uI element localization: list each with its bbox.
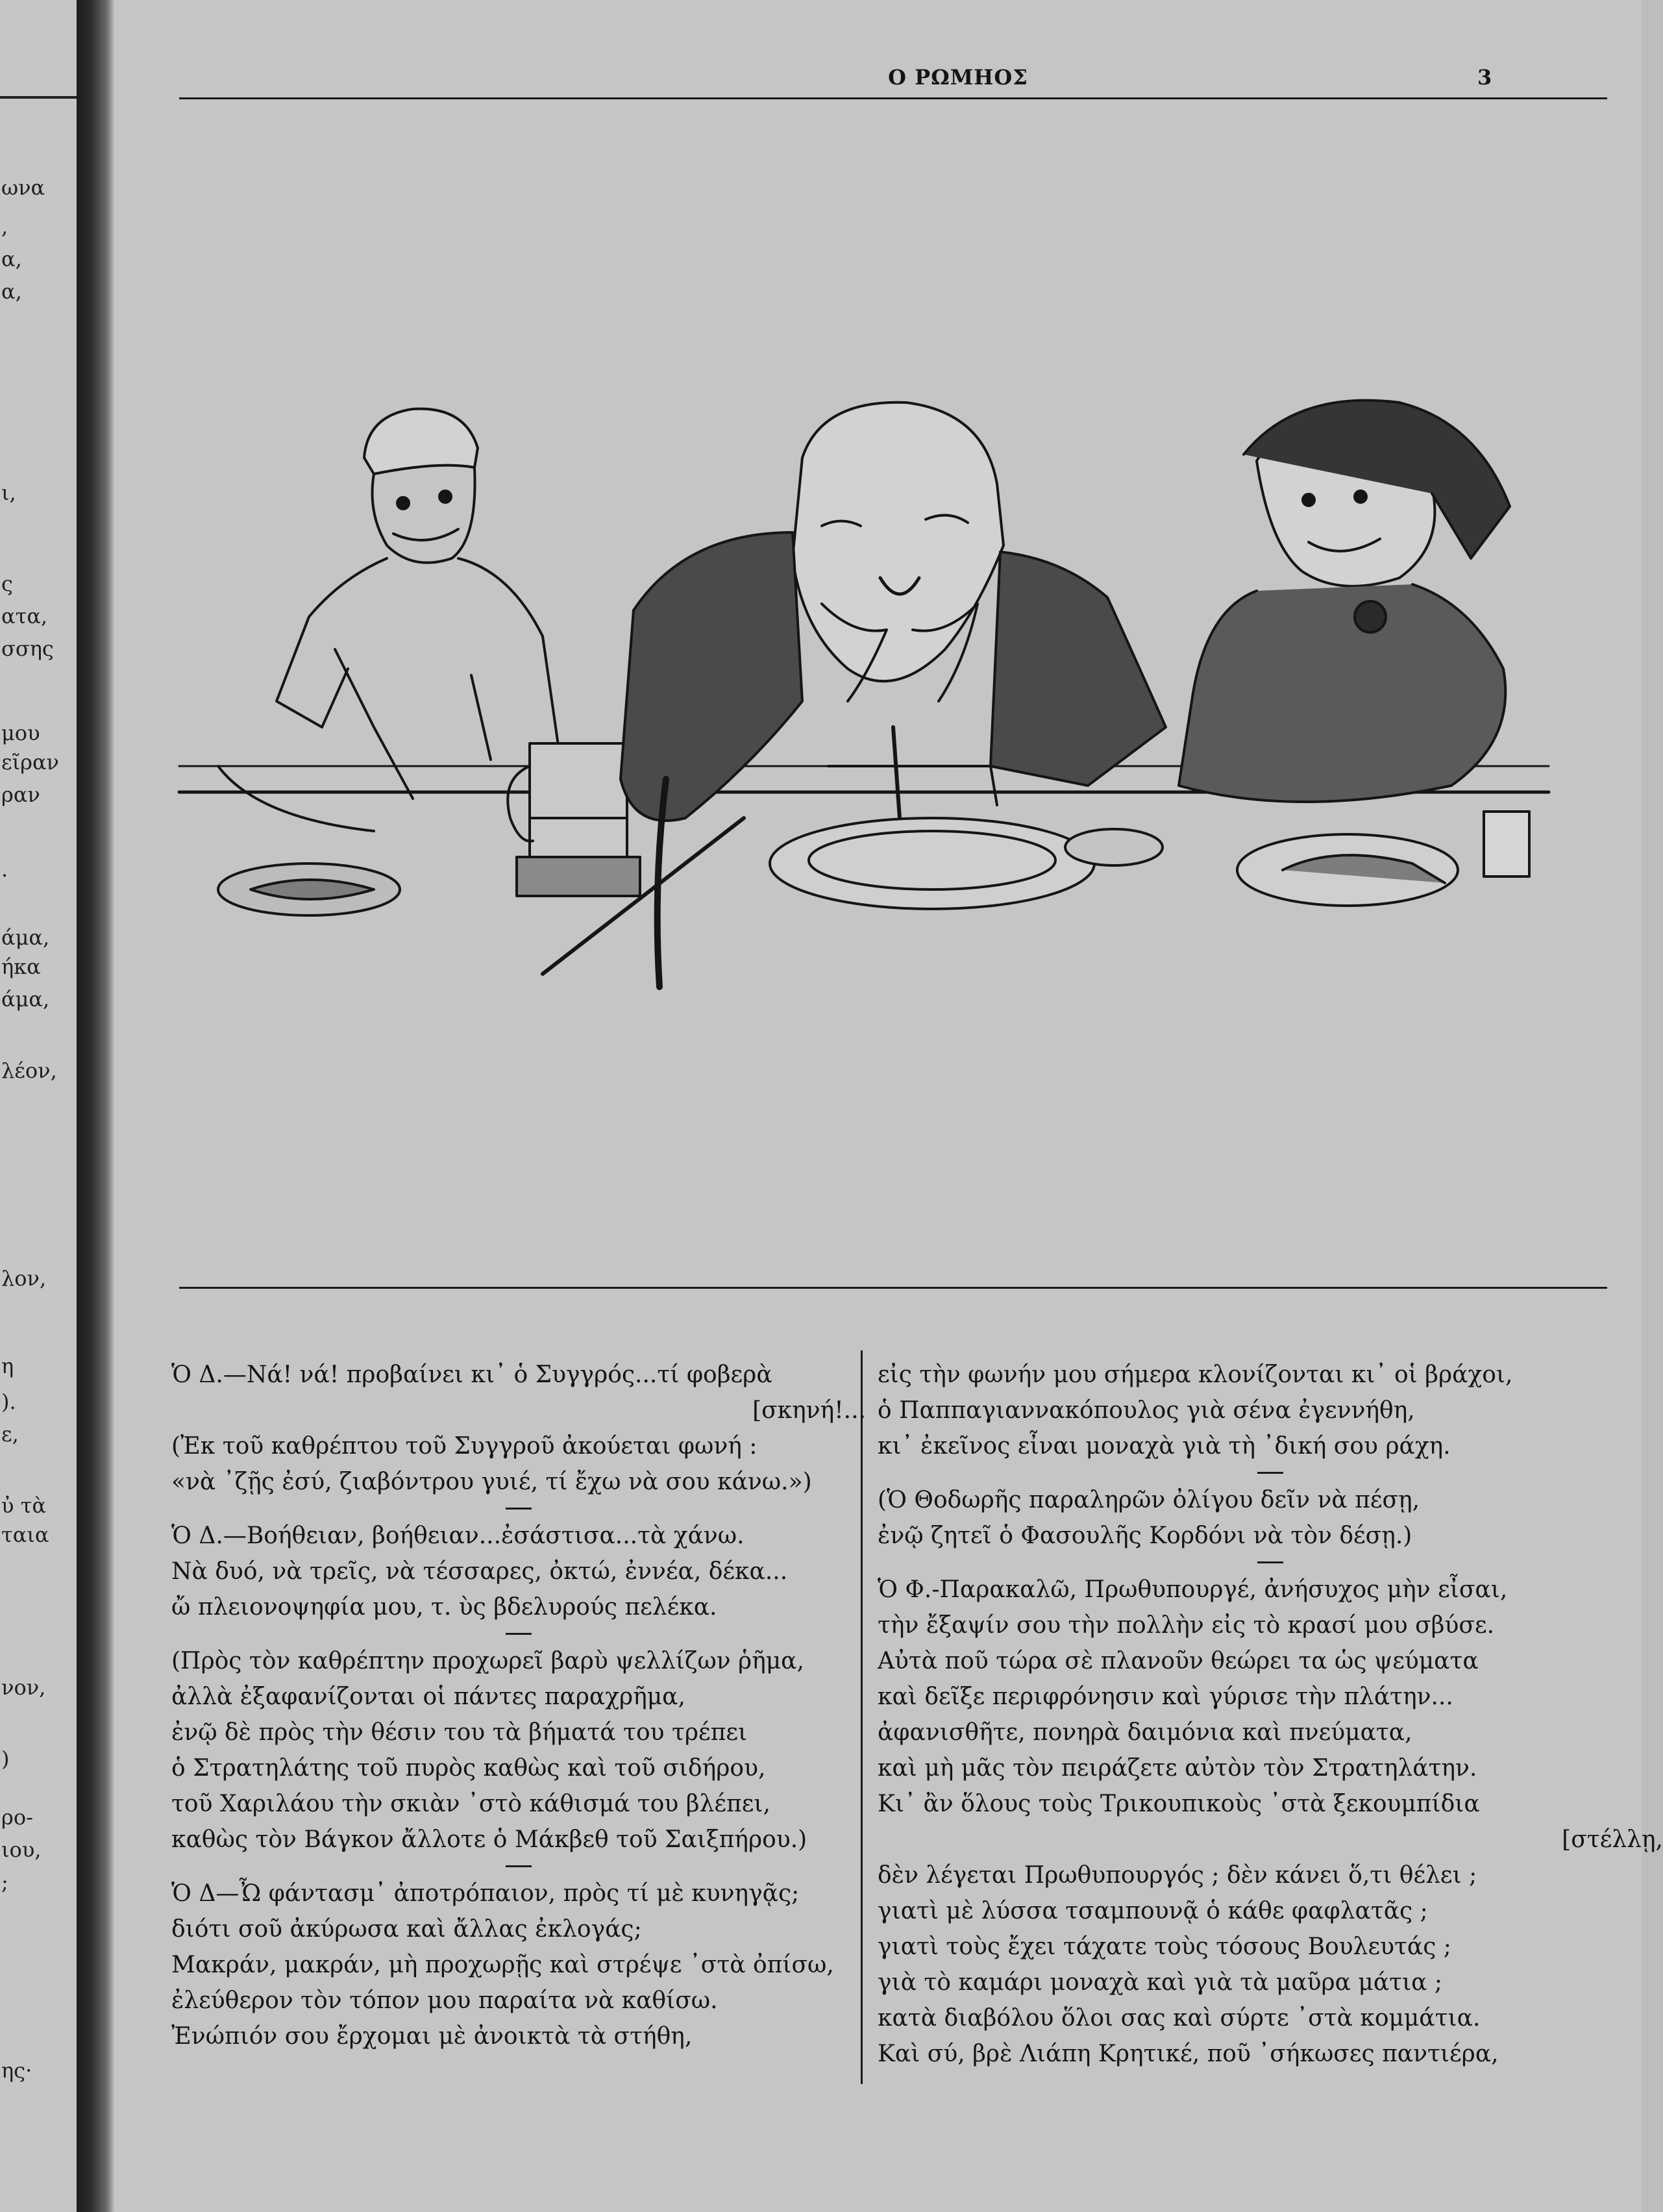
dash-separator: [171, 1500, 866, 1518]
left-page-fragment: άμα,: [1, 925, 50, 950]
left-page-fragment: λον,: [1, 1266, 47, 1291]
left-page-fragment: λέον,: [1, 1058, 57, 1083]
left-page-fragment: ὐ τὰ: [1, 1493, 46, 1518]
text-line: ὁ Παππαγιαννακόπουλος γιὰ σένα ἐγεννήθη,: [878, 1397, 1415, 1424]
woman-figure: [1179, 401, 1510, 802]
text-line: Ὁ Δ—Ὦ φάντασμ᾿ ἀποτρόπαιον, πρὸς τί μὲ κυνηγᾷς;: [171, 1880, 800, 1907]
text-line: Ὁ Δ.—Νά! νά! προβαίνει κι᾿ ὁ Συγγρός...τί φοβερὰ: [171, 1361, 772, 1388]
text-line: Ἐνώπιόν σου ἔρχομαι μὲ ἀνοικτὰ τὰ στήθη,: [171, 2023, 693, 2050]
left-page-fragment: α,: [1, 279, 22, 304]
cartoon-illustration: [179, 364, 1549, 1104]
left-page-fragment: μου: [1, 721, 40, 745]
left-page-fragment: σσης: [1, 636, 54, 661]
text-line: ὤ πλειονοψηφία μου, τ. ὺς βδελυρούς πελέκα.: [171, 1594, 717, 1621]
dash-separator: [878, 1464, 1663, 1482]
left-page-fragment: η: [1, 1354, 14, 1378]
left-page-fragment: ατα,: [1, 604, 48, 628]
text-line: Ὁ Φ.-Παρακαλῶ, Πρωθυπουργέ, ἀνήσυχος μὴν εἶσαι,: [878, 1576, 1508, 1603]
text-line: καθὼς τὸν Βάγκον ἄλλοτε ὁ Μάκβεθ τοῦ Σαιξπήρου.): [171, 1826, 807, 1853]
binding-gutter: [77, 0, 114, 2212]
cook-figure: [277, 409, 562, 799]
text-line: [σκηνή!...: [752, 1397, 866, 1424]
bald-man-figure: [621, 403, 1166, 821]
left-page-fragment: ;: [1, 1870, 8, 1895]
newspaper-title: Ο ΡΩΜΗΟΣ: [888, 65, 1028, 90]
left-page-fragment: ).: [1, 1389, 16, 1414]
page-number: 3: [1477, 65, 1492, 90]
dash-separator: [171, 1625, 866, 1643]
dash-separator: [878, 1554, 1663, 1572]
text-line: διότι σοῦ ἀκύρωσα καὶ ἄλλας ἐκλογάς;: [171, 1916, 642, 1943]
text-line: δὲν λέγεται Πρωθυπουργός ; δὲν κάνει ὅ,τι θέλει ;: [878, 1862, 1477, 1889]
text-line: Κι᾿ ἂν ὅλους τοὺς Τρικουπικοὺς ᾿στὰ ξεκουμπίδια: [878, 1791, 1480, 1817]
left-page-fragments: [0, 0, 77, 2212]
left-page-fragment: ιου,: [1, 1837, 42, 1862]
text-line: Νὰ δυό, νὰ τρεῖς, νὰ τέσσαρες, ὀκτώ, ἐννέα, δέκα...: [171, 1558, 788, 1585]
text-line: καὶ δεῖξε περιφρόνησιν καὶ γύρισε τὴν πλάτην...: [878, 1684, 1453, 1710]
left-page-fragment: ): [1, 1746, 10, 1771]
left-page-fragment: ωνα: [1, 175, 45, 200]
text-line: ἐνῷ ζητεῖ ὁ Φασουλῆς Κορδόνι νὰ τὸν δέσῃ.): [878, 1522, 1412, 1549]
left-page-fragment: ρο-: [1, 1805, 33, 1830]
text-line: Μακράν, μακράν, μὴ προχωρῇς καὶ στρέψε ᾿στὰ ὀπίσω,: [171, 1952, 834, 1978]
text-line: «νὰ ᾿ζῇς ἐσύ, ζιαβόντρου γυιέ, τί ἔχω νὰ σου κάνω.»): [171, 1469, 812, 1495]
left-page-fragment: άμα,: [1, 987, 50, 1012]
text-line: κι᾿ ἐκεῖνος εἶναι μοναχὰ γιὰ τὴ ᾿δική σου ράχη.: [878, 1433, 1451, 1460]
text-line: Καὶ σύ, βρὲ Λιάπη Κρητικέ, ποῦ ᾿σήκωσες παντιέρα,: [878, 2041, 1499, 2067]
left-page-fragment: .: [1, 857, 8, 882]
text-line: ἐνῷ δὲ πρὸς τὴν θέσιν του τὰ βήματά του τρέπει: [171, 1719, 748, 1746]
section-rule: [179, 1287, 1607, 1289]
text-line: γιατὶ μὲ λύσσα τσαμπουνᾷ ὁ κάθε φαφλατᾶς ;: [878, 1898, 1428, 1924]
text-line: κατὰ διαβόλου ὅλοι σας καὶ σύρτε ᾿στὰ κομμάτια.: [878, 2005, 1481, 2032]
left-page-fragment: νον,: [1, 1675, 46, 1700]
text-line: (Ὁ Θοδωρῆς παραληρῶν ὀλίγου δεῖν νὰ πέσῃ,: [878, 1487, 1420, 1513]
left-page-fragment: ε,: [1, 1422, 19, 1447]
text-line: (Ἐκ τοῦ καθρέπτου τοῦ Συγγροῦ ἀκούεται φωνή :: [171, 1433, 758, 1460]
text-line: Αὐτὰ ποῦ τώρα σὲ πλανοῦν θεώρει τα ὡς ψεύματα: [878, 1648, 1479, 1674]
text-line: τοῦ Χαριλάου τὴν σκιὰν ᾿στὸ κάθισμά του βλέπει,: [171, 1791, 770, 1817]
text-line: [στέλλῃ,: [1562, 1826, 1663, 1853]
left-page-fragment: ,: [1, 214, 8, 239]
right-text-column: [878, 1357, 1663, 2072]
left-page-fragment: ι,: [1, 480, 16, 505]
left-page-fragment: ραν: [1, 782, 40, 807]
text-line: γιατὶ τοὺς ἔχει τάχατε τοὺς τόσους Βουλευτάς ;: [878, 1933, 1451, 1960]
text-line: ἐλεύθερον τὸν τόπον μου παραίτα νὰ καθίσω.: [171, 1987, 718, 2014]
left-page-fragment: ταια: [1, 1522, 49, 1547]
text-line: ἀλλὰ ἐξαφανίζονται οἱ πάντες παραχρῆμα,: [171, 1684, 685, 1710]
left-page-fragment: εῖραν: [1, 750, 59, 775]
mug: [508, 743, 640, 896]
left-text-column: [171, 1357, 866, 2054]
text-line: τὴν ἔξαψίν σου τὴν πολλὴν εἰς τὸ κρασί μου σβύσε.: [878, 1612, 1495, 1639]
header-rule: [179, 97, 1607, 99]
text-line: εἰς τὴν φωνήν μου σήμερα κλονίζονται κι᾿ οἱ βράχοι,: [878, 1361, 1513, 1388]
left-page-fragment: ς: [1, 571, 13, 596]
right-plate: [1065, 812, 1529, 906]
newspaper-page: [114, 0, 1663, 2212]
text-line: (Πρὸς τὸν καθρέπτην προχωρεῖ βαρὺ ψελλίζων ῥῆμα,: [171, 1648, 804, 1674]
left-page-fragment: ήκα: [1, 954, 41, 979]
text-line: καὶ μὴ μᾶς τὸν πειράζετε αὐτὸν τὸν Στρατηλάτην.: [878, 1755, 1477, 1782]
text-line: ἀφανισθῆτε, πονηρὰ δαιμόνια καὶ πνεύματα,: [878, 1719, 1412, 1746]
text-line: ὁ Στρατηλάτης τοῦ πυρὸς καθὼς καὶ τοῦ σιδήρου,: [171, 1755, 766, 1782]
dash-separator: [171, 1858, 866, 1876]
text-line: γιὰ τὸ καμάρι μοναχὰ καὶ γιὰ τὰ μαῦρα μάτια ;: [878, 1969, 1443, 1996]
left-page-fragment: α,: [1, 247, 22, 271]
left-page-fragment: ης·: [1, 2058, 32, 2083]
text-line: Ὁ Δ.—Βοήθειαν, βοήθειαν...ἐσάστισα...τὰ χάνω.: [171, 1522, 745, 1549]
fish-plate: [218, 766, 400, 915]
